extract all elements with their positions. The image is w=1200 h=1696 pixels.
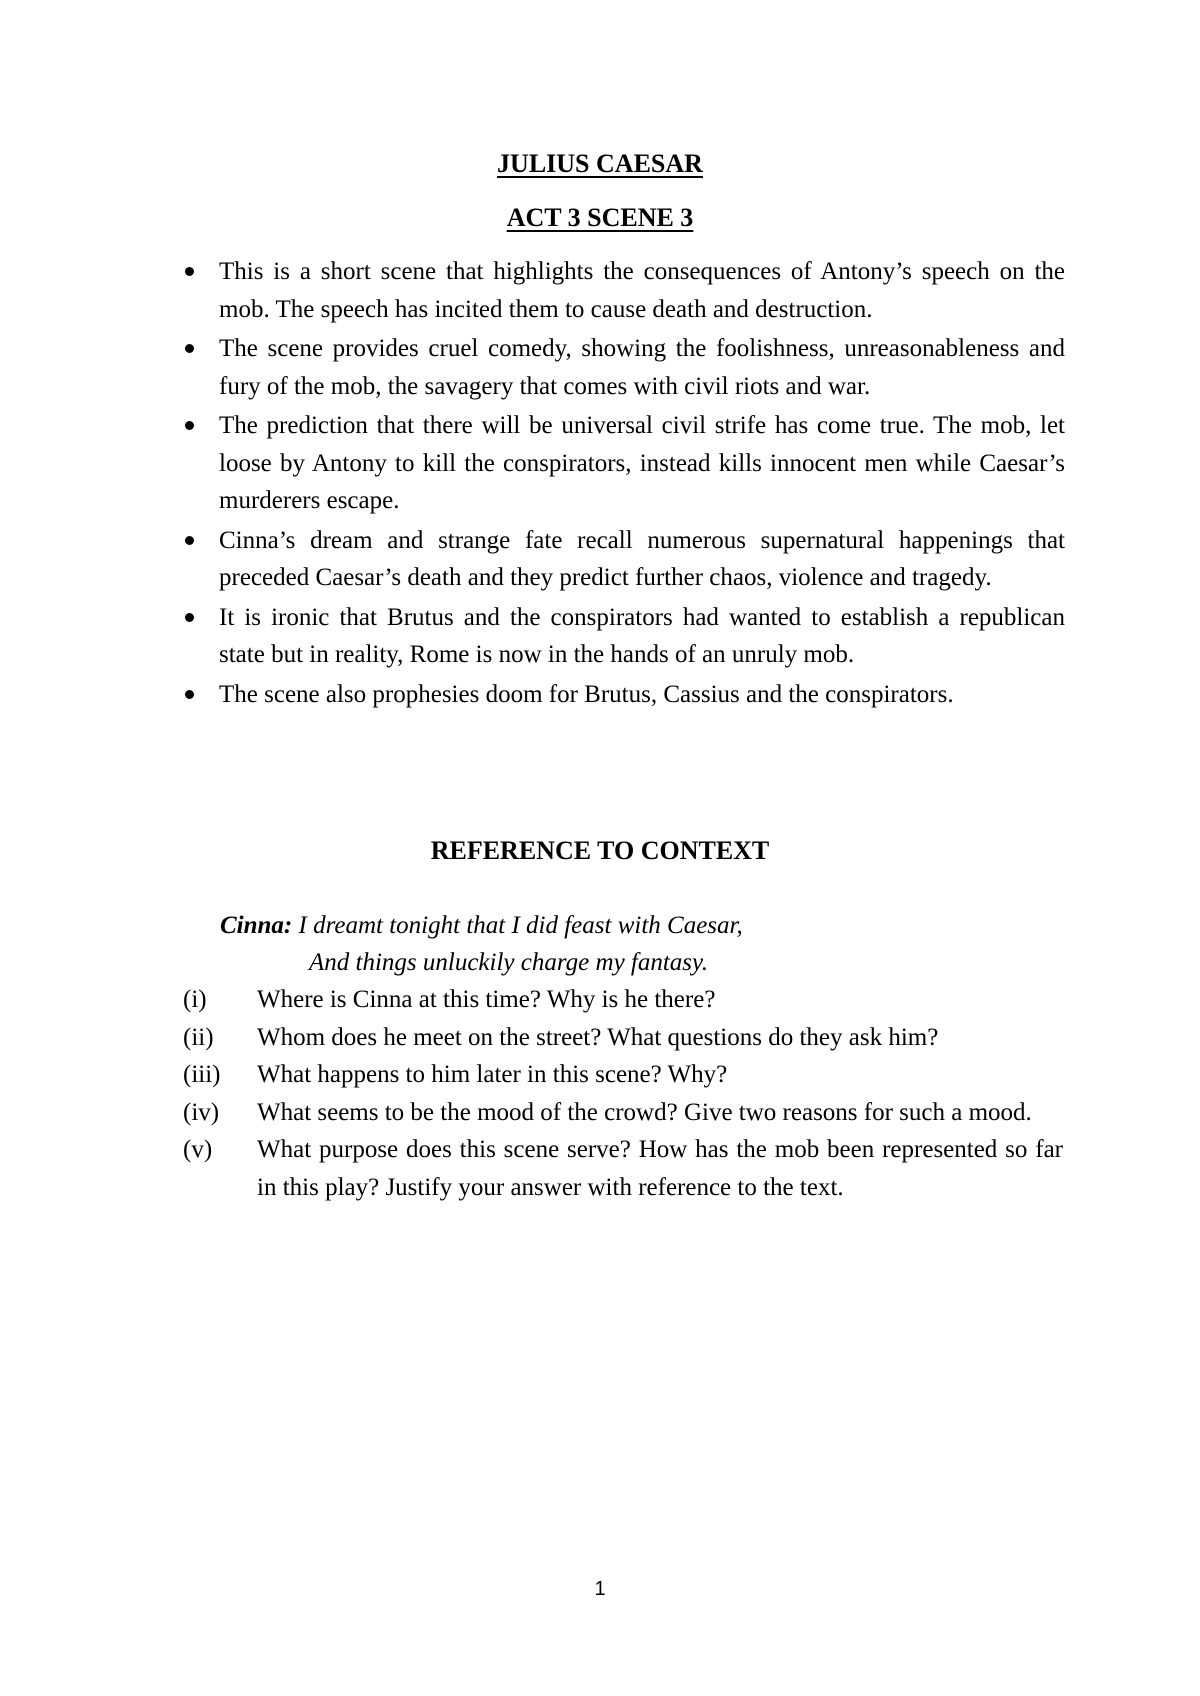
question-number: (v) xyxy=(183,1136,213,1163)
bullet-icon xyxy=(185,690,194,699)
question-item xyxy=(183,1056,1063,1094)
section-heading: REFERENCE TO CONTEXT xyxy=(430,836,770,865)
bullet-item xyxy=(185,330,1065,405)
bullet-icon xyxy=(185,613,194,622)
bullet-item xyxy=(185,599,1065,674)
bullet-icon xyxy=(185,267,194,276)
question-text: Where is Cinna at this time? Why is he there? xyxy=(257,986,716,1013)
question-number: (ii) xyxy=(183,1023,214,1051)
question-text: What purpose does this scene serve? How has the mob been represented so far in this play? Justify your answer with reference to the text. xyxy=(257,1136,1063,1201)
bullet-list xyxy=(185,253,1065,715)
question-item xyxy=(183,1131,1063,1206)
question-text: Whom does he meet on the street? What questions do they ask him? xyxy=(257,1023,939,1051)
bullet-text: Cinna’s dream and strange fate recall numerous supernatural happenings that preceded Caesar’s death and they predict further chaos, violence and tragedy. xyxy=(219,526,1065,591)
bullet-icon xyxy=(185,536,194,545)
page-title: JULIUS CAESAR xyxy=(497,149,703,178)
question-text: What seems to be the mood of the crowd? Give two reasons for such a mood. xyxy=(257,1098,1032,1126)
quote-text-1: I dreamt tonight that I did feast with Caesar, xyxy=(298,912,743,939)
question-number: (iii) xyxy=(183,1061,221,1088)
question-number: (iv) xyxy=(183,1098,220,1126)
bullet-item xyxy=(185,676,1065,714)
question-text: What happens to him later in this scene? Why? xyxy=(257,1061,728,1088)
quote-line-1 xyxy=(220,907,743,944)
bullet-icon xyxy=(185,421,194,430)
bullet-text: This is a short scene that highlights the consequences of Antony’s speech on the mob. The speech has incited them to cause death and destruction. xyxy=(219,258,1065,323)
quote-line-2: And things unluckily charge my fantasy. xyxy=(309,949,708,976)
bullet-icon xyxy=(185,344,194,353)
question-list xyxy=(183,981,1063,1206)
bullet-text: The scene provides cruel comedy, showing the foolishness, unreasonableness and fury of the mob, the savagery that comes with civil riots and war. xyxy=(219,335,1065,400)
page-subtitle: ACT 3 SCENE 3 xyxy=(506,203,694,232)
quote-speaker: Cinna: xyxy=(220,912,293,939)
question-item xyxy=(183,1019,1063,1057)
question-item xyxy=(183,981,1063,1019)
bullet-text: It is ironic that Brutus and the conspirators had wanted to establish a republican state but in reality, Rome is now in the hands of an unruly mob. xyxy=(219,603,1065,668)
bullet-text: The prediction that there will be universal civil strife has come true. The mob, let loose by Antony to kill the conspirators, instead kills innocent men while Caesar’s murderers escape. xyxy=(219,412,1065,514)
bullet-item xyxy=(185,522,1065,597)
page-number: 1 xyxy=(594,1578,606,1600)
bullet-item xyxy=(185,253,1065,328)
bullet-text: The scene also prophesies doom for Brutus, Cassius and the conspirators. xyxy=(219,680,954,708)
question-number: (i) xyxy=(183,986,207,1013)
question-item xyxy=(183,1094,1063,1132)
bullet-item xyxy=(185,407,1065,520)
